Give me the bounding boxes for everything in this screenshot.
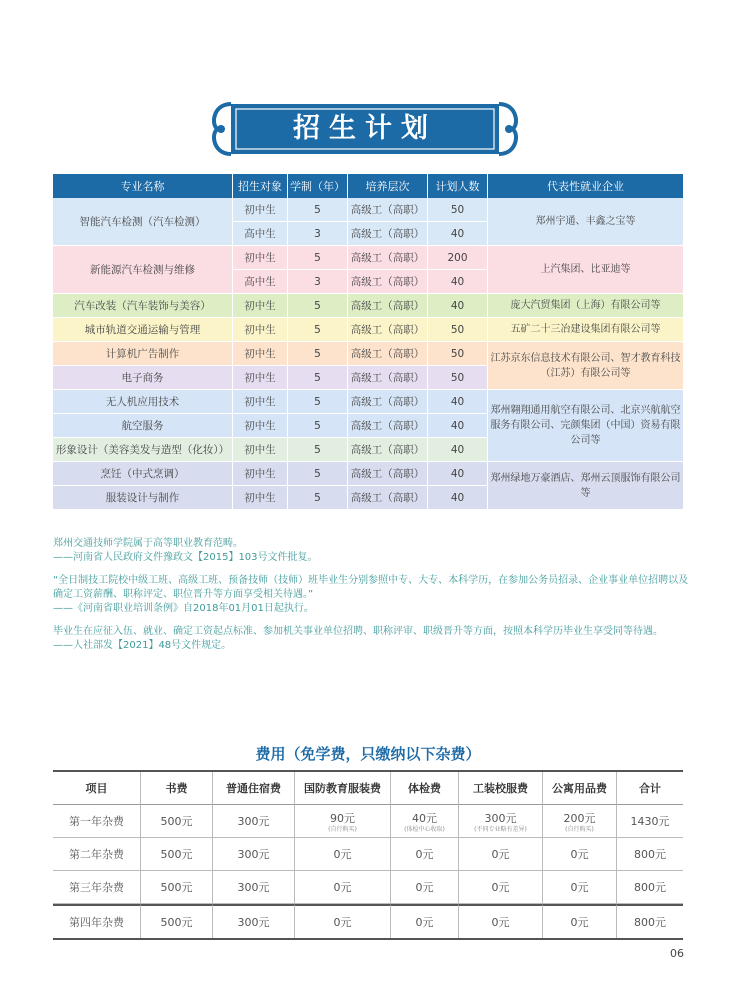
count-cell: 40 bbox=[428, 270, 488, 294]
level-cell: 高级工（高职） bbox=[348, 222, 428, 246]
target-cell: 初中生 bbox=[233, 318, 288, 342]
fee-cell: 500元 bbox=[141, 805, 213, 838]
count-cell: 50 bbox=[428, 318, 488, 342]
fee-cell: 0元 bbox=[543, 838, 617, 871]
years-cell: 5 bbox=[288, 318, 348, 342]
note-text: “全日制技工院校中级工班、高级工班、预备技师（技师）班毕业生分别参照中专、大专、本科学历，在参加公务员招录、企业事业单位招聘以及确定工资薪酬、职称评定、职位晋升等方面享受相关待遇。” bbox=[53, 575, 689, 600]
major-name: 城市轨道交通运输与管理 bbox=[53, 318, 233, 342]
major-name: 电子商务 bbox=[53, 366, 233, 390]
note-text: 郑州交通技师学院属于高等职业教育范畴。 bbox=[53, 538, 243, 549]
years-cell: 5 bbox=[288, 462, 348, 486]
years-cell: 5 bbox=[288, 198, 348, 222]
table-row bbox=[53, 198, 683, 222]
fee-note: (自行购买) bbox=[328, 825, 357, 833]
level-cell: 高级工（高职） bbox=[348, 414, 428, 438]
count-cell: 40 bbox=[428, 438, 488, 462]
fee-header-row bbox=[53, 772, 683, 805]
note-block bbox=[53, 537, 693, 565]
fee-total: 800元 bbox=[617, 871, 683, 904]
major-name: 服装设计与制作 bbox=[53, 486, 233, 510]
level-cell: 高级工（高职） bbox=[348, 342, 428, 366]
fee-cell: 0元 bbox=[391, 871, 459, 904]
fee-cell: 0元 bbox=[459, 871, 543, 904]
header-target: 招生对象 bbox=[233, 174, 288, 198]
major-name: 计算机广告制作 bbox=[53, 342, 233, 366]
fee-cell: 500元 bbox=[141, 904, 213, 938]
fee-cell: 0元 bbox=[543, 871, 617, 904]
fee-cell: 第二年杂费 bbox=[53, 838, 141, 871]
fee-value: 300元 bbox=[484, 811, 517, 825]
page-number: 06 bbox=[670, 947, 684, 960]
fee-cell: 0元 bbox=[459, 904, 543, 938]
target-cell: 高中生 bbox=[233, 270, 288, 294]
count-cell: 40 bbox=[428, 390, 488, 414]
enterprise-cell: 庞大汽贸集团（上海）有限公司等 bbox=[488, 294, 683, 318]
note-text: 毕业生在应征入伍、就业、确定工资起点标准、参加机关事业单位招聘、职称评审、职级晋升等方面，按照本科学历毕业生享受同等待遇。 bbox=[53, 626, 663, 637]
enterprise-cell: 郑州翱翔通用航空有限公司、北京兴航航空服务有限公司、完颜集团（中国）资易有限公司等 bbox=[488, 390, 683, 462]
target-cell: 初中生 bbox=[233, 414, 288, 438]
header-years: 学制（年） bbox=[288, 174, 348, 198]
table-row bbox=[53, 342, 683, 366]
fee-header: 项目 bbox=[53, 772, 141, 805]
level-cell: 高级工（高职） bbox=[348, 294, 428, 318]
years-cell: 5 bbox=[288, 246, 348, 270]
level-cell: 高级工（高职） bbox=[348, 462, 428, 486]
enterprise-cell: 郑州宇通、丰鑫之宝等 bbox=[488, 198, 683, 246]
title-banner bbox=[205, 100, 525, 158]
years-cell: 3 bbox=[288, 222, 348, 246]
fee-value: 90元 bbox=[330, 811, 355, 825]
target-cell: 高中生 bbox=[233, 222, 288, 246]
fee-section-title: 费用（免学费，只缴纳以下杂费） bbox=[255, 745, 481, 763]
count-cell: 40 bbox=[428, 414, 488, 438]
target-cell: 初中生 bbox=[233, 198, 288, 222]
target-cell: 初中生 bbox=[233, 342, 288, 366]
fee-value: 200元 bbox=[563, 811, 596, 825]
years-cell: 5 bbox=[288, 366, 348, 390]
note-block bbox=[53, 625, 693, 653]
major-name: 汽车改装（汽车装饰与美容） bbox=[53, 294, 233, 318]
major-name: 智能汽车检测（汽车检测） bbox=[53, 198, 233, 246]
years-cell: 5 bbox=[288, 342, 348, 366]
plan-header-row bbox=[53, 174, 683, 198]
target-cell: 初中生 bbox=[233, 438, 288, 462]
fee-total: 1430元 bbox=[617, 805, 683, 838]
note-source: ——河南省人民政府文件豫政文【2015】103号文件批复。 bbox=[53, 552, 318, 563]
level-cell: 高级工（高职） bbox=[348, 390, 428, 414]
fee-cell: 0元 bbox=[295, 838, 391, 871]
fee-note: (不同专业略有差异) bbox=[474, 825, 527, 833]
years-cell: 5 bbox=[288, 438, 348, 462]
page-title: 招生计划 bbox=[293, 113, 437, 144]
years-cell: 5 bbox=[288, 390, 348, 414]
fee-cell: 0元 bbox=[295, 904, 391, 938]
fee-header: 合计 bbox=[617, 772, 683, 805]
level-cell: 高级工（高职） bbox=[348, 198, 428, 222]
fee-header: 工装校服费 bbox=[459, 772, 543, 805]
major-name: 新能源汽车检测与维修 bbox=[53, 246, 233, 294]
fee-table bbox=[53, 770, 683, 940]
fee-cell: 第四年杂费 bbox=[53, 904, 141, 938]
fee-cell: 300元 bbox=[213, 838, 295, 871]
fee-total: 800元 bbox=[617, 838, 683, 871]
table-row bbox=[53, 462, 683, 486]
target-cell: 初中生 bbox=[233, 462, 288, 486]
major-name: 烹饪（中式烹调） bbox=[53, 462, 233, 486]
header-enterprise: 代表性就业企业 bbox=[488, 174, 683, 198]
fee-cell: 0元 bbox=[459, 838, 543, 871]
fee-cell: 0元 bbox=[295, 871, 391, 904]
table-row bbox=[53, 246, 683, 270]
level-cell: 高级工（高职） bbox=[348, 366, 428, 390]
years-cell: 5 bbox=[288, 294, 348, 318]
fee-cell bbox=[391, 805, 459, 838]
fee-header: 书费 bbox=[141, 772, 213, 805]
level-cell: 高级工（高职） bbox=[348, 486, 428, 510]
count-cell: 50 bbox=[428, 198, 488, 222]
years-cell: 5 bbox=[288, 486, 348, 510]
count-cell: 40 bbox=[428, 486, 488, 510]
policy-notes bbox=[53, 537, 693, 662]
target-cell: 初中生 bbox=[233, 246, 288, 270]
level-cell: 高级工（高职） bbox=[348, 318, 428, 342]
enterprise-cell: 五矿二十三冶建设集团有限公司等 bbox=[488, 318, 683, 342]
fee-value: 40元 bbox=[412, 811, 437, 825]
enterprise-cell: 江苏京东信息技术有限公司、智才教育科技（江苏）有限公司等 bbox=[488, 342, 683, 390]
table-row bbox=[53, 318, 683, 342]
count-cell: 40 bbox=[428, 462, 488, 486]
count-cell: 40 bbox=[428, 222, 488, 246]
fee-cell: 300元 bbox=[213, 871, 295, 904]
fee-cell: 500元 bbox=[141, 871, 213, 904]
fee-header: 国防教育服装费 bbox=[295, 772, 391, 805]
fee-cell: 0元 bbox=[543, 904, 617, 938]
fee-total: 800元 bbox=[617, 904, 683, 938]
fee-header: 体检费 bbox=[391, 772, 459, 805]
table-row bbox=[53, 805, 683, 838]
fee-cell: 第三年杂费 bbox=[53, 871, 141, 904]
fee-header: 普通住宿费 bbox=[213, 772, 295, 805]
fee-cell bbox=[543, 805, 617, 838]
major-name: 无人机应用技术 bbox=[53, 390, 233, 414]
fee-cell bbox=[295, 805, 391, 838]
level-cell: 高级工（高职） bbox=[348, 246, 428, 270]
count-cell: 50 bbox=[428, 366, 488, 390]
header-count: 计划人数 bbox=[428, 174, 488, 198]
note-source: ——《河南省职业培训条例》自2018年01月01日起执行。 bbox=[53, 603, 314, 614]
years-cell: 5 bbox=[288, 414, 348, 438]
fee-cell: 第一年杂费 bbox=[53, 805, 141, 838]
header-major: 专业名称 bbox=[53, 174, 233, 198]
note-block bbox=[53, 574, 693, 616]
years-cell: 3 bbox=[288, 270, 348, 294]
level-cell: 高级工（高职） bbox=[348, 270, 428, 294]
target-cell: 初中生 bbox=[233, 390, 288, 414]
count-cell: 50 bbox=[428, 342, 488, 366]
major-name: 形象设计（美容美发与造型（化妆）） bbox=[53, 438, 233, 462]
enterprise-cell: 上汽集团、比亚迪等 bbox=[488, 246, 683, 294]
fee-cell: 500元 bbox=[141, 838, 213, 871]
table-row bbox=[53, 871, 683, 904]
note-source: ——人社部发【2021】48号文件规定。 bbox=[53, 640, 232, 651]
enterprise-cell: 郑州绿地万豪酒店、郑州云顶服饰有限公司等 bbox=[488, 462, 683, 510]
target-cell: 初中生 bbox=[233, 366, 288, 390]
fee-note: (体检中心收取) bbox=[404, 825, 445, 833]
table-row bbox=[53, 390, 683, 414]
table-row bbox=[53, 294, 683, 318]
table-row bbox=[53, 838, 683, 871]
fee-cell bbox=[459, 805, 543, 838]
fee-note: (自行购买) bbox=[565, 825, 594, 833]
fee-header: 公寓用品费 bbox=[543, 772, 617, 805]
header-level: 培养层次 bbox=[348, 174, 428, 198]
fee-cell: 0元 bbox=[391, 904, 459, 938]
target-cell: 初中生 bbox=[233, 294, 288, 318]
enrollment-plan-table bbox=[53, 174, 683, 510]
count-cell: 40 bbox=[428, 294, 488, 318]
target-cell: 初中生 bbox=[233, 486, 288, 510]
level-cell: 高级工（高职） bbox=[348, 438, 428, 462]
table-row bbox=[53, 904, 683, 938]
fee-cell: 0元 bbox=[391, 838, 459, 871]
fee-cell: 300元 bbox=[213, 805, 295, 838]
major-name: 航空服务 bbox=[53, 414, 233, 438]
fee-cell: 300元 bbox=[213, 904, 295, 938]
count-cell: 200 bbox=[428, 246, 488, 270]
